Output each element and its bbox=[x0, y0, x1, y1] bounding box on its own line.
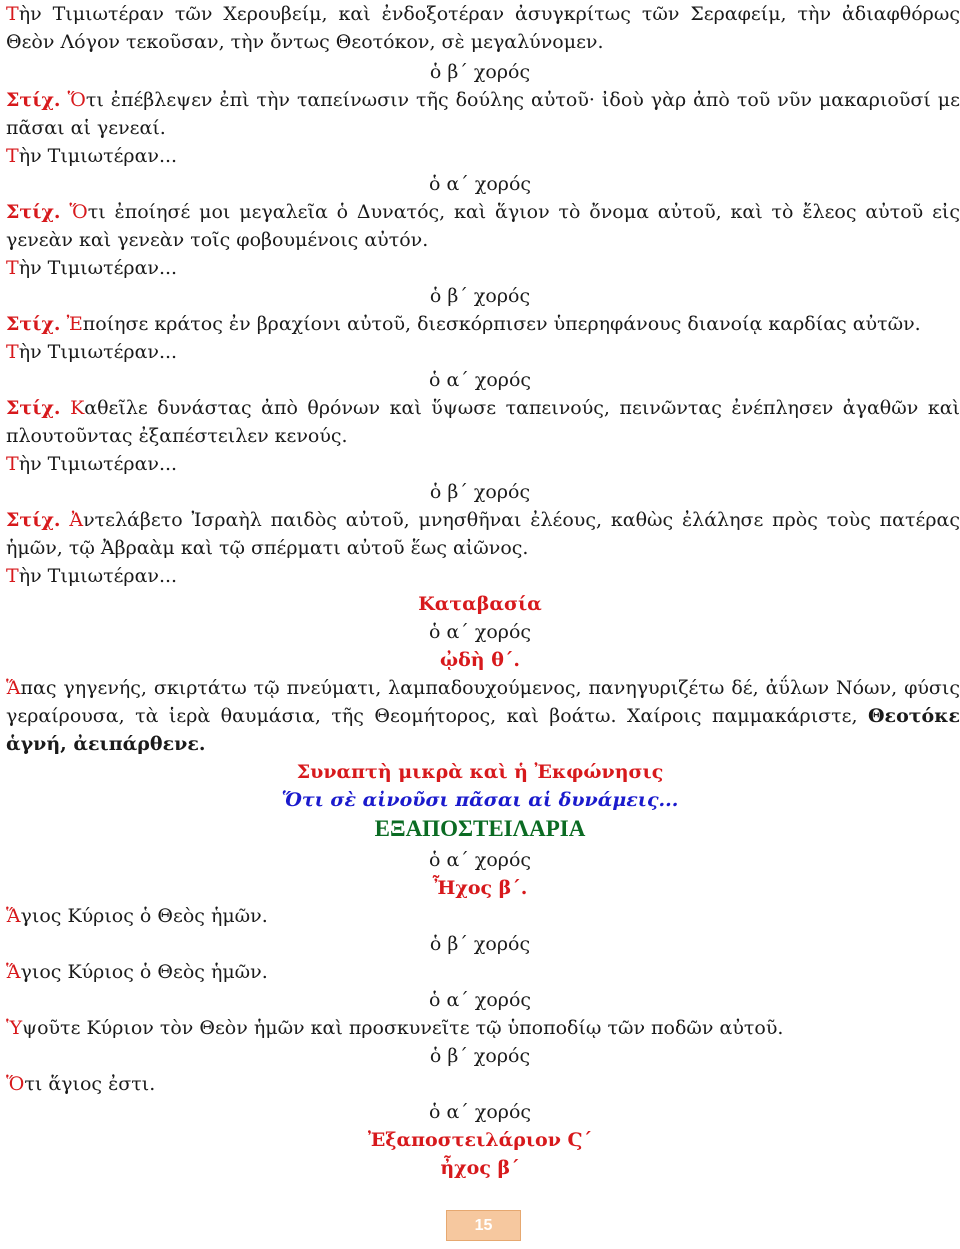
ode-label: ᾠδὴ θ΄. bbox=[440, 649, 520, 671]
refrain: Τὴν Τιμιωτέραν... bbox=[6, 453, 178, 475]
refrain: Τὴν Τιμιωτέραν... bbox=[6, 341, 178, 363]
verse-agios: Ἅγιος Κύριος ὁ Θεὸς ἡμῶν. bbox=[6, 905, 268, 927]
choir-label: ὁ β΄ χορός bbox=[429, 61, 531, 83]
ekfonisis: Ὅτι σὲ αἰνοῦσι πᾶσαι αἱ δυνάμεις... bbox=[281, 789, 679, 811]
verse-agios: Ἅγιος Κύριος ὁ Θεὸς ἡμῶν. bbox=[6, 961, 268, 983]
choir-label: ὁ α΄ χορός bbox=[428, 369, 532, 391]
katavasia-text: Ἅπας γηγενής, σκιρτάτω τῷ πνεύματι, λαμπαδουχούμενος, πανηγυριζέτω δέ, ἀΰλων Νόων, φύσις γεραίρουσα, τὰ ἱερὰ θαυμάσια, τῆς Θεομήτορος, καὶ βοάτω. Χαίροις παμμακάριστε, Θεοτόκε ἁγνή, ἀειπάρθενε. bbox=[6, 677, 960, 755]
choir-label: ὁ β΄ χορός bbox=[429, 933, 531, 955]
synapti-heading: Συναπτὴ μικρὰ καὶ ἡ Ἐκφώνησις bbox=[296, 761, 664, 783]
verse-5: Στίχ. Ἀντελάβετο Ἰσραὴλ παιδὸς αὐτοῦ, μνησθῆναι ἐλέους, καθὼς ἐλάλησε πρὸς τοὺς πατέρας ἡμῶν, τῷ Ἀβραὰμ καὶ τῷ σπέρματι αὐτοῦ ἕως αἰῶνος. bbox=[6, 509, 960, 559]
verse-4: Στίχ. Καθεῖλε δυνάστας ἀπὸ θρόνων καὶ ὕψωσε ταπεινούς, πεινῶντας ἐνέπλησεν ἀγαθῶν καὶ πλουτοῦντας ἐξαπέστειλεν κενούς. bbox=[6, 397, 960, 447]
refrain: Τὴν Τιμιωτέραν... bbox=[6, 257, 178, 279]
exapostilarion-title: Ἐξαποστειλάριον Ϛ΄ bbox=[367, 1129, 593, 1151]
refrain: Τὴν Τιμιωτέραν... bbox=[6, 565, 178, 587]
refrain: Τὴν Τιμιωτέραν... bbox=[6, 145, 178, 167]
echos-small: ἦχος β΄ bbox=[440, 1157, 520, 1179]
choir-label: ὁ α΄ χορός bbox=[428, 849, 532, 871]
katavasia-title: Καταβασία bbox=[418, 593, 542, 615]
verse-3: Στίχ. Ἐποίησε κράτος ἐν βραχίονι αὐτοῦ, διεσκόρπισεν ὑπερηφάνους διανοίᾳ καρδίας αὐτῶν. bbox=[6, 313, 921, 335]
page-number: 15 bbox=[446, 1210, 521, 1241]
choir-label: ὁ β΄ χορός bbox=[429, 481, 531, 503]
verse-2: Στίχ. Ὅτι ἐποίησέ μοι μεγαλεῖα ὁ Δυνατός, καὶ ἅγιον τὸ ὄνομα αὐτοῦ, καὶ τὸ ἔλεος αὐτοῦ εἰς γενεὰν καὶ γενεὰν τοῖς φοβουμένοις αὐτόν. bbox=[6, 201, 960, 251]
choir-label: ὁ α΄ χορός bbox=[428, 1101, 532, 1123]
paragraph-timioteran: Τὴν Τιμιωτέραν τῶν Χερουβείμ, καὶ ἐνδοξοτέραν ἀσυγκρίτως τῶν Σεραφείμ, τὴν ἀδιαφθόρως Θεὸν Λόγον τεκοῦσαν, τὴν ὄντως Θεοτόκον, σὲ μεγαλύνομεν. bbox=[6, 3, 960, 53]
choir-label: ὁ β΄ χορός bbox=[429, 1045, 531, 1067]
echos-label: Ἦχος β΄. bbox=[432, 877, 528, 899]
verse-1: Στίχ. Ὅτι ἐπέβλεψεν ἐπὶ τὴν ταπείνωσιν τῆς δούλης αὐτοῦ· ἰδοὺ γὰρ ἀπὸ τοῦ νῦν μακαριοῦσί με πᾶσαι αἱ γενεαί. bbox=[6, 89, 960, 139]
verse-ypsoute: Ὑψοῦτε Κύριον τὸν Θεὸν ἡμῶν καὶ προσκυνεῖτε τῷ ὑποποδίῳ τῶν ποδῶν αὐτοῦ. bbox=[6, 1017, 784, 1039]
exapostilaria-header: ΕΞΑΠΟΣΤΕΙΛΑΡΙΑ bbox=[374, 816, 586, 841]
choir-label: ὁ α΄ χορός bbox=[428, 989, 532, 1011]
choir-label: ὁ α΄ χορός bbox=[428, 173, 532, 195]
choir-label: ὁ α΄ χορός bbox=[428, 621, 532, 643]
choir-label: ὁ β΄ χορός bbox=[429, 285, 531, 307]
verse-oti-agios: Ὅτι ἅγιος ἐστι. bbox=[6, 1073, 156, 1095]
